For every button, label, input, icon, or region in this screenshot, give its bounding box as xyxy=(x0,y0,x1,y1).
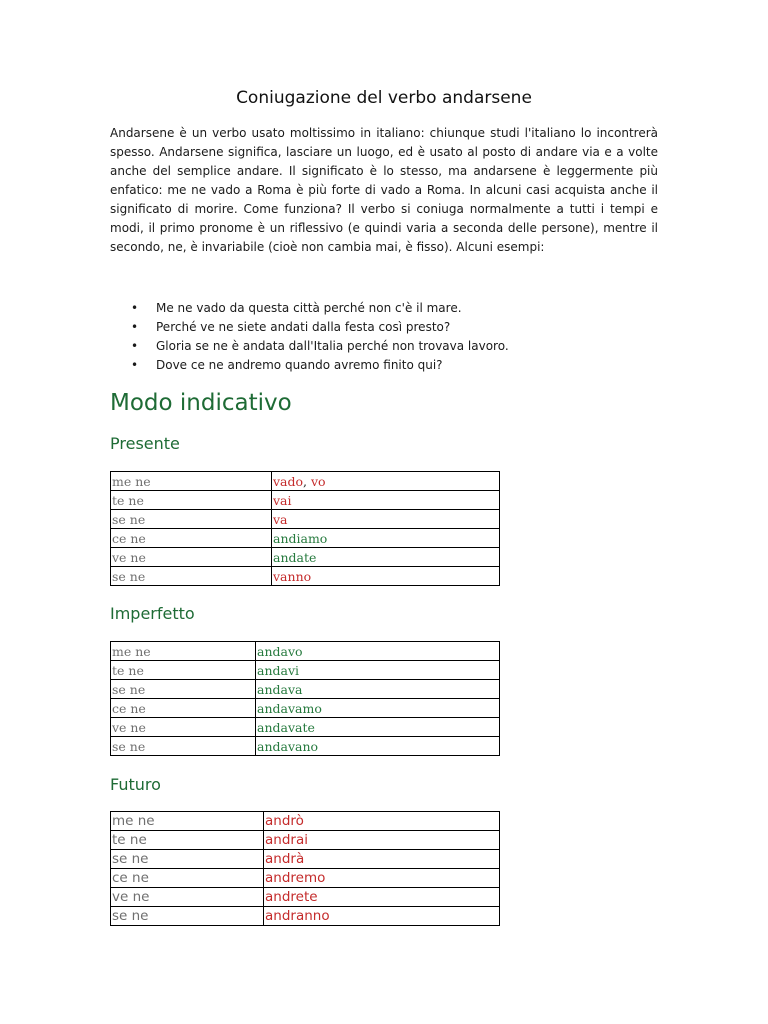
form-cell: andavate xyxy=(256,718,500,737)
form-cell: andavi xyxy=(256,661,500,680)
form-separator: , xyxy=(303,473,311,489)
table-row xyxy=(111,888,500,907)
intro-paragraph: Andarsene è un verbo usato moltissimo in italiano: chiunque studi l'italiano lo incontrerà spesso. Andarsene significa, lasciare un luogo, ed è usato al posto di andare via e a volte anche del semplice andare. Il significato è lo stesso, ma andarsene è leggermente più enfatico: me ne vado a Roma è più forte di vado a Roma. In alcuni casi acquista anche il significato di morire. Come funziona? Il verbo si coniuga normalmente a tutti i tempi e modi, il primo pronome è un riflessivo (e quindi varia a seconda delle persone), mentre il secondo, ne, è invariabile (cioè non cambia mai, è fisso). Alcuni esempi: xyxy=(110,126,658,254)
verb-form: vado xyxy=(273,473,304,489)
list-item xyxy=(110,356,658,375)
pronoun-cell: ce ne xyxy=(111,869,264,888)
tense-heading-presente: Presente xyxy=(110,434,180,453)
pronoun-cell: te ne xyxy=(111,491,272,510)
table-row xyxy=(111,661,500,680)
table-futuro xyxy=(110,811,500,926)
form-cell: andrà xyxy=(264,850,500,869)
table-row xyxy=(111,548,500,567)
bullet-icon: • xyxy=(131,358,139,372)
table-row xyxy=(111,529,500,548)
table-row xyxy=(111,718,500,737)
pronoun-cell: se ne xyxy=(111,510,272,529)
table-row xyxy=(111,510,500,529)
pronoun-cell: ce ne xyxy=(111,529,272,548)
mood-heading: Modo indicativo xyxy=(110,390,292,416)
pronoun-cell: se ne xyxy=(111,737,256,756)
pronoun-cell: ve ne xyxy=(111,888,264,907)
list-item xyxy=(110,299,658,318)
bullet-icon: • xyxy=(131,301,139,315)
bullet-icon: • xyxy=(131,320,139,334)
table-row xyxy=(111,680,500,699)
table-row xyxy=(111,491,500,510)
form-cell: andavamo xyxy=(256,699,500,718)
table-row xyxy=(111,831,500,850)
form-cell: vanno xyxy=(272,567,500,586)
pronoun-cell: ve ne xyxy=(111,718,256,737)
example-text: Gloria se ne è andata dall'Italia perché non trovava lavoro. xyxy=(156,339,509,353)
form-cell: andremo xyxy=(264,869,500,888)
form-cell: andavo xyxy=(256,642,500,661)
pronoun-cell: se ne xyxy=(111,567,272,586)
pronoun-cell: te ne xyxy=(111,661,256,680)
form-cell: andrai xyxy=(264,831,500,850)
pronoun-cell: ve ne xyxy=(111,548,272,567)
table-row xyxy=(111,850,500,869)
form-cell: andava xyxy=(256,680,500,699)
form-cell: andiamo xyxy=(272,529,500,548)
example-text: Me ne vado da questa città perché non c'è il mare. xyxy=(156,301,462,315)
form-cell: andavano xyxy=(256,737,500,756)
pronoun-cell: te ne xyxy=(111,831,264,850)
example-text: Dove ce ne andremo quando avremo finito qui? xyxy=(156,358,443,372)
table-row xyxy=(111,812,500,831)
tense-heading-imperfetto: Imperfetto xyxy=(110,604,195,623)
table-presente xyxy=(110,471,500,586)
form-cell: andate xyxy=(272,548,500,567)
form-cell: va xyxy=(272,510,500,529)
table-row xyxy=(111,642,500,661)
list-item xyxy=(110,318,658,337)
form-cell: andrò xyxy=(264,812,500,831)
verb-form-alt: vo xyxy=(311,473,326,489)
form-cell: andranno xyxy=(264,907,500,926)
list-item xyxy=(110,337,658,356)
tense-heading-futuro: Futuro xyxy=(110,775,161,794)
table-row xyxy=(111,699,500,718)
bullet-icon: • xyxy=(131,339,139,353)
table-row xyxy=(111,472,500,491)
example-text: Perché ve ne siete andati dalla festa così presto? xyxy=(156,320,451,334)
table-row xyxy=(111,907,500,926)
form-cell xyxy=(272,472,500,491)
pronoun-cell: me ne xyxy=(111,642,256,661)
table-row xyxy=(111,869,500,888)
table-imperfetto xyxy=(110,641,500,756)
examples-list xyxy=(110,299,658,375)
pronoun-cell: me ne xyxy=(111,812,264,831)
pronoun-cell: me ne xyxy=(111,472,272,491)
table-row xyxy=(111,737,500,756)
pronoun-cell: se ne xyxy=(111,907,264,926)
form-cell: vai xyxy=(272,491,500,510)
form-cell: andrete xyxy=(264,888,500,907)
pronoun-cell: se ne xyxy=(111,850,264,869)
pronoun-cell: se ne xyxy=(111,680,256,699)
table-row xyxy=(111,567,500,586)
page-title: Coniugazione del verbo andarsene xyxy=(236,88,532,108)
pronoun-cell: ce ne xyxy=(111,699,256,718)
